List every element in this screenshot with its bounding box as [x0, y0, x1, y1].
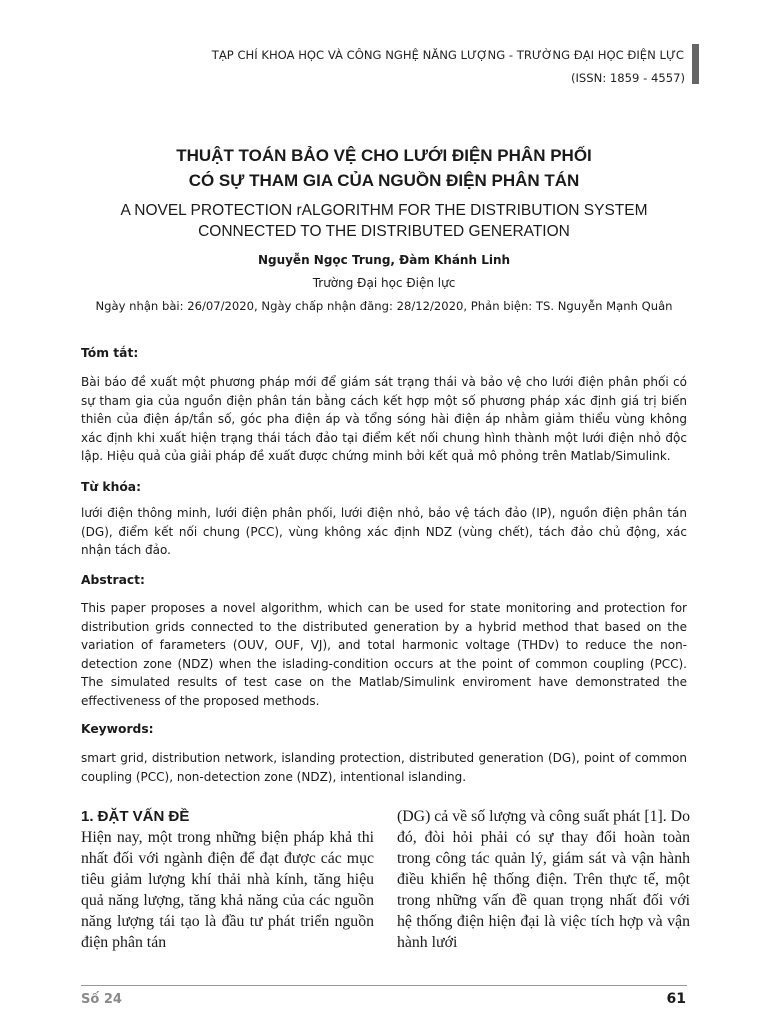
header-accent-bar	[692, 44, 699, 84]
body-column-right: (DG) cả về số lượng và công suất phát [1]. Do đó, đòi hỏi phải có sự thay đổi hoàn toàn trong công tác quản lý, giám sát và vận hành điều khiển hệ thống điện. Trên thực tế, một trong những vấn đề quan trọng nhất đối với hệ thống điện hiện đại là việc tích hợp và vận hành lưới	[397, 808, 690, 951]
tu-khoa-text: lưới điện thông minh, lưới điện phân phối, lưới điện nhỏ, bảo vệ tách đảo (IP), nguồn điện phân tán (DG), điểm kết nối chung (PCC), vùng không xác định NDZ (vùng chết), tách đảo chủ động, xác nhận tách đảo.	[81, 506, 687, 558]
abstract-heading: Abstract:	[81, 573, 145, 587]
page-number: 61	[666, 991, 686, 1007]
paper-title-vi-line1: THUẬT TOÁN BẢO VỆ CHO LƯỚI ĐIỆN PHÂN PHỐI	[176, 146, 592, 165]
tom-tat-heading: Tóm tắt:	[81, 346, 139, 360]
tu-khoa-heading: Từ khóa:	[81, 480, 142, 494]
journal-issn: (ISSN: 1859 - 4557)	[570, 71, 685, 85]
issue-number: Số 24	[81, 992, 122, 1007]
section-heading: 1. ĐẶT VẤN ĐỀ	[81, 808, 190, 825]
footer-divider	[81, 985, 687, 986]
keywords-heading: Keywords:	[81, 722, 154, 736]
tom-tat-text: Bài báo đề xuất một phương pháp mới để giám sát trạng thái và bảo vệ cho lưới điện phân phối có sự tham gia của nguồn điện phân tán bằng cách kết hợp một số phương pháp xác định giá trị biến thiên của điện áp/tần số, góc pha điện áp và tổng sóng hài điện áp nhằm giảm thiểu vùng không xác định khi xuất hiện trạng thái tách đảo tại điểm kết nối chung hình thành một lưới điện nhỏ độc lập. Hiệu quả của giải pháp đề xuất được chứng minh bởi kết quả mô phỏng trên Matlab/Simulink.	[81, 375, 687, 464]
affiliation: Trường Đại học Điện lực	[312, 276, 456, 290]
paper-title-en-line2: CONNECTED TO THE DISTRIBUTED GENERATION	[198, 223, 570, 240]
body-column-left: Hiện nay, một trong những biện pháp khả thi nhất đối với ngành điện để đạt được các mục tiêu giảm lượng khí thải nhà kính, tăng hiệu quả năng lượng, tăng khả năng của các nguồn năng lượng tái tạo là đầu tư phát triển nguồn điện phân tán	[81, 829, 374, 951]
keywords-text: smart grid, distribution network, islanding protection, distributed generation (DG), point of common coupling (PCC), non-detection zone (NDZ), intentional islanding.	[81, 751, 687, 784]
paper-title-vi-line2: CÓ SỰ THAM GIA CỦA NGUỒN ĐIỆN PHÂN TÁN	[188, 171, 580, 190]
journal-title: TẠP CHÍ KHOA HỌC VÀ CÔNG NGHỆ NĂNG LƯỢNG - TRƯỜNG ĐẠI HỌC ĐIỆN LỰC	[211, 48, 684, 62]
submission-dates: Ngày nhận bài: 26/07/2020, Ngày chấp nhận đăng: 28/12/2020, Phản biện: TS. Nguyễn Mạnh Quân	[95, 299, 673, 313]
paper-title-en-line1: A NOVEL PROTECTION rALGORITHM FOR THE DISTRIBUTION SYSTEM	[120, 202, 648, 219]
authors: Nguyễn Ngọc Trung, Đàm Khánh Linh	[257, 253, 511, 267]
abstract-text: This paper proposes a novel algorithm, which can be used for state monitoring and protection for distribution grids connected to the distributed generation by a hybrid method that based on the variation of farameters (OUV, OUF, VJ), and total harmonic voltage (THDv) to reduce the non-detection zone (NDZ) when the islading-condition occurs at the point of common coupling (PCC). The simulated results of test case on the Matlab/Simulink enviroment have demonstrated the effectiveness of the proposed methods.	[81, 601, 687, 708]
